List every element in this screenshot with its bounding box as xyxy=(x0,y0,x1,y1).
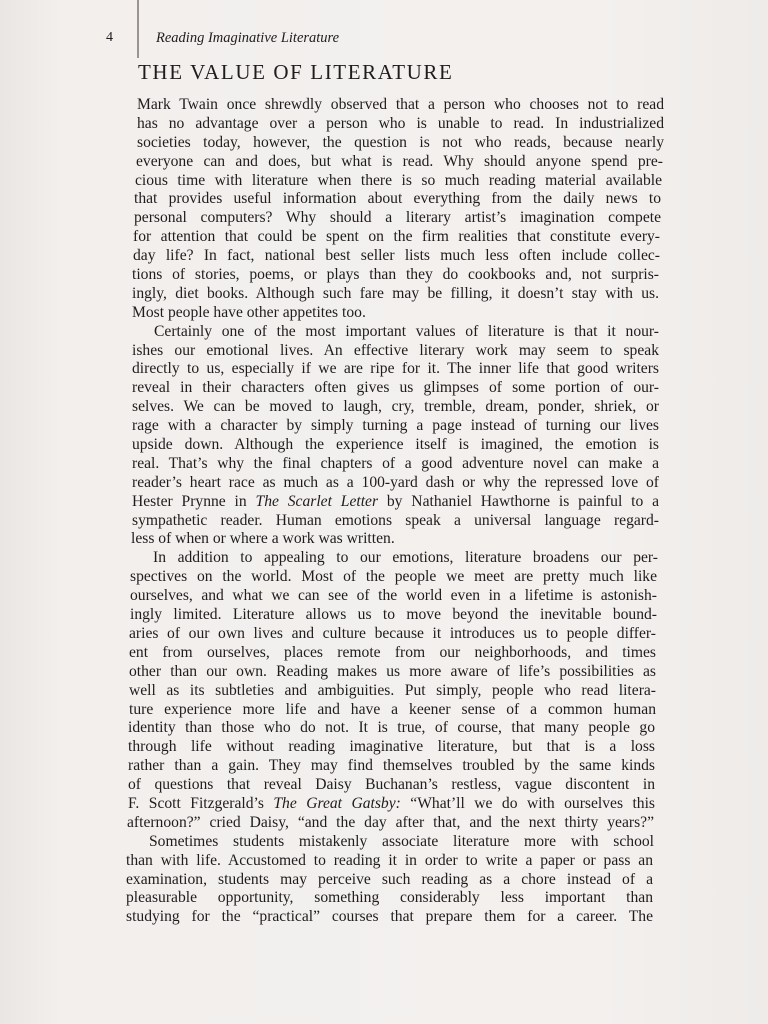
running-head: Reading Imaginative Literature xyxy=(156,30,340,46)
text-line xyxy=(126,908,653,927)
text-line xyxy=(132,493,659,512)
text-line xyxy=(132,455,659,474)
text-line xyxy=(129,682,656,701)
text-line xyxy=(132,417,659,436)
text-segment: spectives on the world. Most of the people we meet are pretty much like xyxy=(130,568,657,586)
text-segment: ture experience more life and have a keener sense of a common human xyxy=(129,700,656,718)
text-line xyxy=(127,814,654,833)
text-segment: sympathetic reader. Human emotions speak a universal language regard- xyxy=(132,511,659,529)
text-line xyxy=(137,96,664,115)
text-line xyxy=(130,587,657,606)
text-line xyxy=(134,190,661,209)
text-segment: directly to us, especially if we are ripe for it. The inner life that good writers xyxy=(132,360,659,378)
text-segment: societies today, however, the question is not who reads, because nearly xyxy=(137,133,664,151)
text-segment: afternoon?” cried Daisy, “and the day after that, and the next thirty years?” xyxy=(127,813,654,831)
text-line xyxy=(132,323,659,342)
text-segment: Certainly one of the most important values of literature is that it nour- xyxy=(154,322,659,340)
text-segment: ent from ourselves, places remote from our neighborhoods, and times xyxy=(129,643,656,661)
text-line xyxy=(132,360,659,379)
text-segment: rage with a character by simply turning a page instead of turning our lives xyxy=(132,417,659,435)
text-line xyxy=(127,833,654,852)
text-segment: ishes our emotional lives. An effective literary work may seem to speak xyxy=(132,341,659,359)
text-segment: upside down. Although the experience itself is imagined, the emotion is xyxy=(132,436,659,454)
text-line xyxy=(133,228,660,247)
text-line xyxy=(132,474,659,493)
text-line xyxy=(129,663,656,682)
text-segment: by Nathaniel Hawthorne is painful to a xyxy=(378,492,660,510)
text-line xyxy=(132,285,659,304)
italic-title: The Scarlet Letter xyxy=(255,492,379,510)
text-line xyxy=(126,871,653,890)
text-line xyxy=(132,512,659,531)
page-number: 4 xyxy=(106,30,113,45)
text-segment: has no advantage over a person who is unable to read. In industrialized xyxy=(137,114,664,132)
text-segment: Hester Prynne in xyxy=(132,492,256,510)
text-line xyxy=(128,795,655,814)
text-segment: F. Scott Fitzgerald’s xyxy=(128,794,274,812)
text-segment: identity than those who do not. It is true, of course, that many people go xyxy=(128,719,655,737)
text-segment: everyone can and does, but what is read. Why should anyone spend pre- xyxy=(136,152,663,170)
text-segment: of questions that reveal Daisy Buchanan’s restless, vague discontent in xyxy=(128,776,655,794)
text-segment: less of when or where a work was written. xyxy=(131,530,395,548)
text-segment: for attention that could be spent on the firm realities that constitute every- xyxy=(133,228,660,246)
text-line xyxy=(129,644,656,663)
text-segment: pleasurable opportunity, something considerably less important than xyxy=(126,889,653,907)
text-segment: cious time with literature when there is so much reading material available xyxy=(135,171,662,189)
page-header xyxy=(106,30,666,52)
text-line xyxy=(131,549,658,568)
text-segment: well as its subtleties and ambiguities. Put simply, people who read litera- xyxy=(129,681,656,699)
text-segment: aries of our own lives and culture because it introduces us to people differ- xyxy=(129,624,656,642)
text-segment: studying for the “practical” courses that prepare them for a career. The xyxy=(126,908,653,926)
text-line xyxy=(128,776,655,795)
text-line xyxy=(135,172,662,191)
text-segment: Mark Twain once shrewdly observed that a person who chooses not to read xyxy=(137,96,664,113)
body-text xyxy=(126,96,664,927)
text-segment: reveal in their characters often gives us glimpses of some portion of our- xyxy=(132,379,659,397)
text-segment: other than our own. Reading makes us more aware of life’s possibilities as xyxy=(129,662,656,680)
text-segment: tions of stories, poems, or plays than they do cookbooks and, not surpris- xyxy=(132,266,659,284)
text-line xyxy=(133,247,660,266)
text-segment: examination, students may perceive such reading as a chore instead of a xyxy=(126,870,653,888)
section-title: THE VALUE OF LITERATURE xyxy=(138,60,454,84)
text-line xyxy=(128,719,655,738)
text-segment: day life? In fact, national best seller lists much less often include collec- xyxy=(133,247,660,265)
text-segment: Sometimes students mistakenly associate literature more with school xyxy=(149,832,654,850)
text-segment: that provides useful information about everything from the daily news to xyxy=(134,190,661,208)
text-segment: reader’s heart race as much as a 100-yard dash or why the repressed love of xyxy=(132,473,659,491)
text-line xyxy=(132,398,659,417)
text-segment: personal computers? Why should a literary artist’s imagination compete xyxy=(134,209,661,227)
text-line xyxy=(129,701,656,720)
text-segment: In addition to appealing to our emotions, literature broadens our per- xyxy=(153,549,658,567)
text-segment: Most people have other appetites too. xyxy=(132,303,366,321)
text-line xyxy=(130,568,657,587)
text-segment: rather than a gain. They may find themselves troubled by the same kinds xyxy=(128,757,655,775)
text-line xyxy=(128,738,655,757)
text-segment: ingly limited. Literature allows us to move beyond the inevitable bound- xyxy=(130,606,657,624)
text-line xyxy=(131,530,658,549)
text-segment: than with life. Accustomed to reading it in order to write a paper or pass an xyxy=(126,851,653,869)
text-line xyxy=(130,606,657,625)
text-line xyxy=(132,304,659,323)
text-line xyxy=(132,436,659,455)
text-line xyxy=(137,115,664,134)
text-segment: selves. We can be moved to laugh, cry, tremble, dream, ponder, shriek, or xyxy=(132,398,659,416)
italic-title: The Great Gatsby: xyxy=(273,794,401,812)
text-line xyxy=(136,153,663,172)
text-segment: ingly, diet books. Although such fare may be filling, it doesn’t stay with us. xyxy=(132,284,659,302)
text-line xyxy=(137,134,664,153)
text-segment: through life without reading imaginative literature, but that is a loss xyxy=(128,738,655,756)
text-line xyxy=(126,889,653,908)
text-line xyxy=(128,757,655,776)
text-line xyxy=(134,209,661,228)
text-segment: ourselves, and what we can see of the world even in a lifetime is astonish- xyxy=(130,587,657,605)
text-line xyxy=(129,625,656,644)
text-segment: real. That’s why the final chapters of a good adventure novel can make a xyxy=(132,454,659,472)
text-line xyxy=(132,379,659,398)
text-line xyxy=(126,852,653,871)
text-line xyxy=(132,342,659,361)
text-line xyxy=(132,266,659,285)
text-segment: “What’ll we do with ourselves this xyxy=(400,794,655,812)
